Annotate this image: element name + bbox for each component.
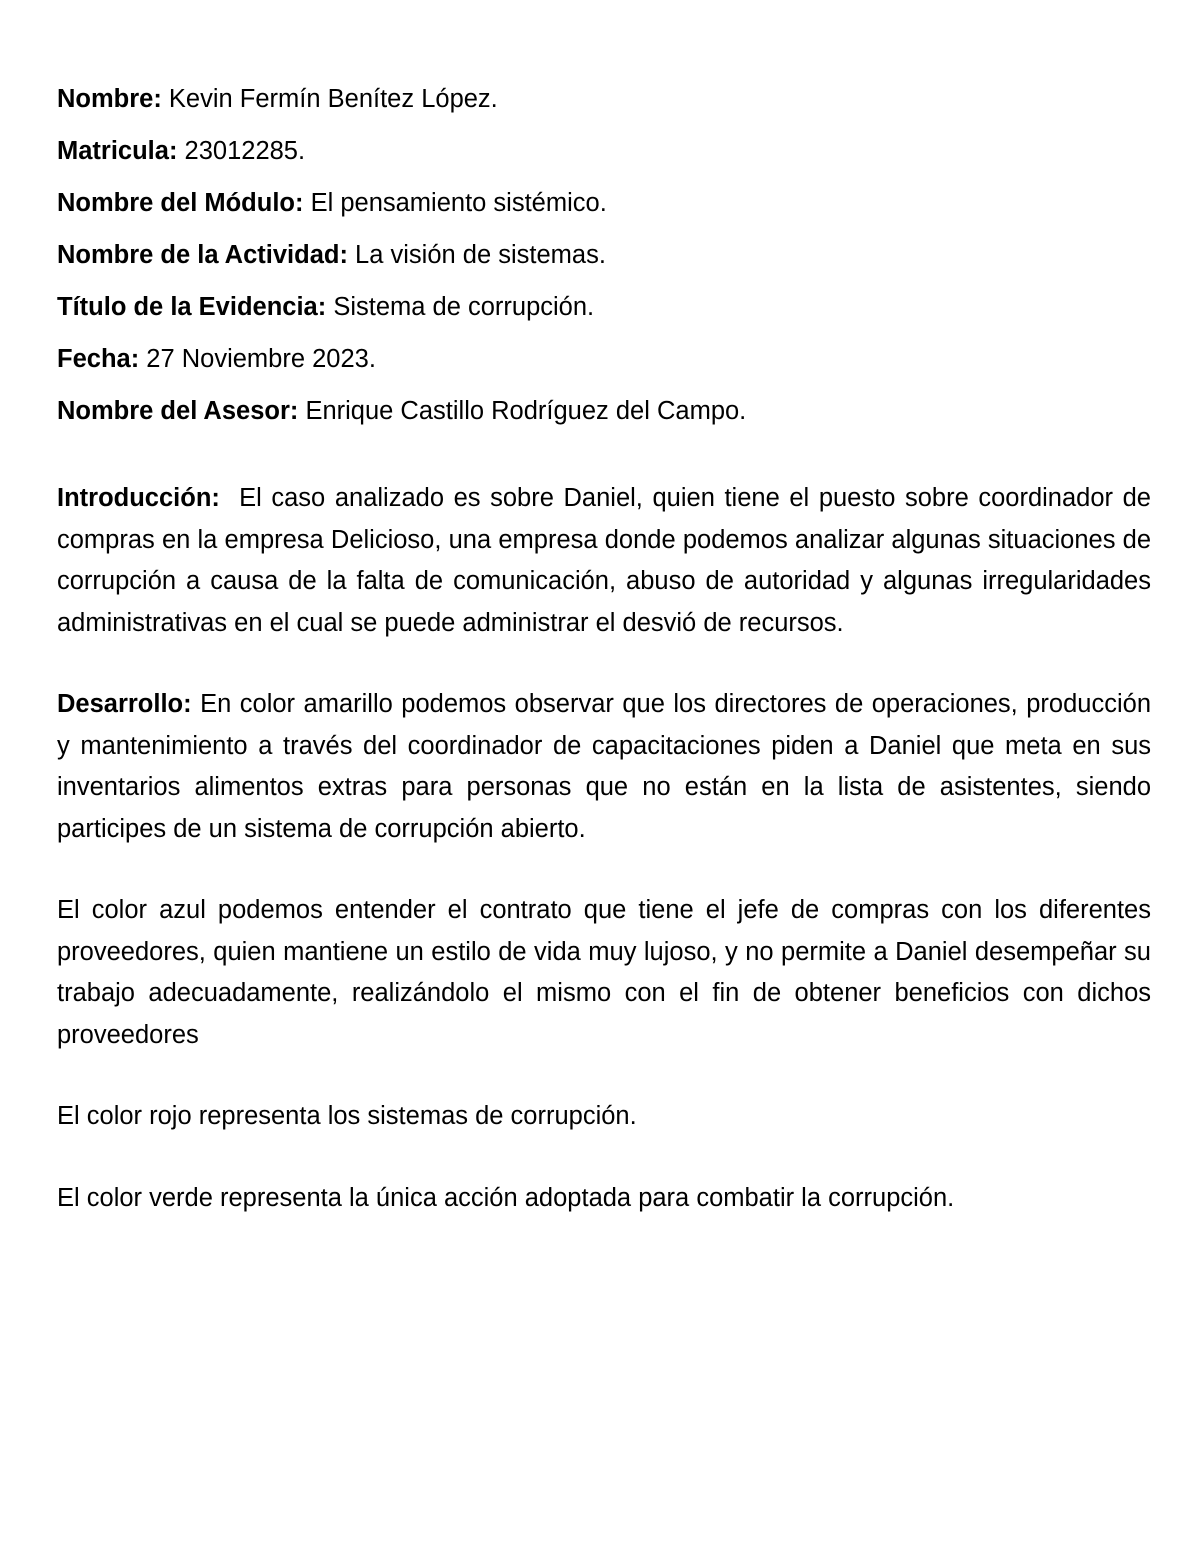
introduccion-paragraph	[57, 478, 1159, 644]
header-label: Nombre:	[57, 85, 162, 113]
paragraph-rojo: El color rojo representa los sistemas de corrupción.	[57, 1102, 637, 1130]
spacer	[57, 644, 1151, 684]
desarrollo-paragraph	[57, 684, 1151, 850]
header-value: Sistema de corrupción.	[326, 293, 595, 321]
header-value: Enrique Castillo Rodríguez del Campo.	[298, 397, 747, 425]
spacer	[57, 1138, 1151, 1178]
header-label: Nombre de la Actividad:	[57, 241, 348, 269]
header-modulo	[57, 182, 1151, 234]
header-label: Fecha:	[57, 345, 140, 373]
paragraph-verde: El color verde representa la única acción adoptada para combatir la corrupción.	[57, 1183, 955, 1212]
introduccion-text: El caso analizado es sobre Daniel, quien tiene el puesto sobre coordinador de compras en la empresa Delicioso, una empresa donde podemos analizar algunas situaciones de corrupción a causa de la falta de comunicación, abuso de autoridad y algunas irregularidades administrativas en el cual se puede administrar el desvió de recursos.	[57, 484, 1159, 637]
header-label: Título de la Evidencia:	[57, 293, 327, 321]
header-value: 27 Noviembre 2023.	[139, 345, 376, 373]
header-asesor	[57, 390, 1151, 442]
paragraph-azul: El color azul podemos entender el contrato que tiene el jefe de compras con los diferentes proveedores, quien mantiene un estilo de vida muy lujoso, y no permite a Daniel desempeñar su trabajo adecuadamente, realizándolo el mismo con el fin de obtener beneficios con dichos proveedores	[57, 896, 1151, 1049]
spacer	[57, 1056, 1151, 1096]
header-matricula	[57, 130, 1151, 182]
header-value: El pensamiento sistémico.	[303, 189, 607, 217]
header-value: Kevin Fermín Benítez López.	[161, 85, 498, 113]
header-label: Nombre del Módulo:	[57, 189, 304, 217]
spacer	[57, 850, 1151, 890]
desarrollo-text: En color amarillo podemos observar que los directores de operaciones, producción y mantenimiento a través del coordinador de capacitaciones piden a Daniel que meta en sus inventarios alimentos extras para personas que no están en la lista de asistentes, siendo participes de un sistema de corrupción abierto.	[57, 690, 1151, 843]
introduccion-label: Introducción:	[57, 484, 220, 512]
header-actividad	[57, 234, 1151, 286]
document-page	[57, 78, 1159, 1219]
header-nombre	[57, 78, 1151, 130]
header-titulo	[57, 286, 1151, 338]
header-fecha	[57, 338, 1151, 390]
header-label: Nombre del Asesor:	[57, 397, 299, 425]
spacer	[57, 442, 1151, 478]
header-value: 23012285.	[177, 137, 306, 165]
header-label: Matricula:	[57, 137, 178, 165]
header-value: La visión de sistemas.	[347, 241, 606, 269]
desarrollo-label: Desarrollo:	[57, 690, 192, 718]
